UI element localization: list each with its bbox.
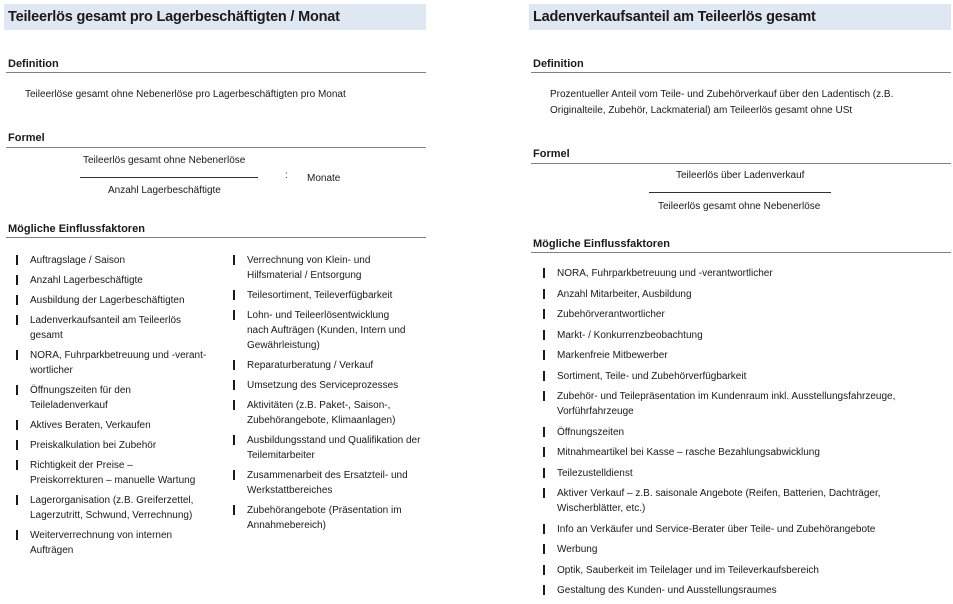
factor-item-line: Aufträgen xyxy=(30,545,74,556)
factor-item xyxy=(543,522,949,537)
factor-item-line: Markt- / Konkurrenzbeobachtung xyxy=(557,329,703,341)
factor-item-line: Teilemitarbeiter xyxy=(247,450,315,461)
right-definition-line: Originalteile, Zubehör, Lackmaterial) am Teileerlös gesamt ohne USt xyxy=(550,105,853,116)
factor-item-line: Zubehörangebote (Präsentation im xyxy=(247,505,402,516)
right-definition-line: Prozentueller Anteil vom Teile- und Zubehörverkauf über den Ladentisch (z.B. xyxy=(550,89,894,100)
factor-item-line: Zubehör- und Teilepräsentation im Kundenraum inkl. Ausstellungsfahrzeuge, xyxy=(557,391,896,402)
factor-item xyxy=(233,378,433,393)
factor-item-line: wortlicher xyxy=(30,365,73,376)
factor-item-line: Ladenverkaufsanteil am Teileerlös xyxy=(30,315,182,326)
factor-item-line: Zubehörangebote, Klimaanlagen) xyxy=(247,415,396,426)
factor-item-line: Gewährleistung) xyxy=(247,340,320,351)
factor-item xyxy=(543,563,949,578)
factor-item-line: Weiterverrechnung von internen xyxy=(30,530,173,541)
factor-item xyxy=(16,273,228,288)
right-formula-heading: Formel xyxy=(533,148,570,160)
factor-item-line: Annahmebereich) xyxy=(247,520,326,531)
left-formula-heading: Formel xyxy=(8,132,45,144)
factor-item-line: Werkstattbereiches xyxy=(247,485,333,496)
factor-item-line: Lagerorganisation (z.B. Greiferzettel, xyxy=(30,495,194,506)
factor-item xyxy=(16,438,228,453)
right-formula-rule xyxy=(531,163,951,164)
factor-item xyxy=(233,468,433,498)
factor-item xyxy=(233,398,433,428)
factor-item-line: Zubehörverantwortlicher xyxy=(557,309,665,320)
factor-item xyxy=(16,253,228,268)
left-formula-rule xyxy=(6,147,426,148)
factor-item xyxy=(543,445,949,460)
factor-item-line: Richtigkeit der Preise – xyxy=(30,460,133,471)
factor-item-line: Markenfreie Mitbewerber xyxy=(557,350,668,361)
factor-item xyxy=(16,458,228,488)
factor-item xyxy=(543,369,949,384)
factor-item-line: Info an Verkäufer und Service-Berater über Teile- und Zubehörangebote xyxy=(557,523,876,535)
factor-item-line: Wischerblätter, etc.) xyxy=(557,503,646,514)
factor-item-line: Lagerzutritt, Schwund, Verrechnung) xyxy=(30,510,193,521)
factor-item-line: Preiskorrekturen – manuelle Wartung xyxy=(30,475,196,486)
factor-item xyxy=(16,528,228,558)
factor-item xyxy=(543,389,949,419)
factor-item xyxy=(543,486,949,516)
factor-item-line: Lohn- und Teileerlösentwicklung xyxy=(247,310,390,321)
factor-item-line: Ausbildungsstand und Qualifikation der xyxy=(247,435,421,446)
left-definition-line: Teileerlöse gesamt ohne Nebenerlöse pro Lagerbeschäftigten pro Monat xyxy=(25,89,346,100)
factor-item xyxy=(16,418,228,433)
factor-item xyxy=(233,503,433,533)
factor-item xyxy=(543,307,949,322)
factor-item-line: Mitnahmeartikel bei Kasse – rasche Bezahlungsabwicklung xyxy=(557,447,820,458)
factor-item-line: Aktivitäten (z.B. Paket-, Saison-, xyxy=(247,400,391,411)
factor-item-line: Werbung xyxy=(557,544,598,555)
factor-item xyxy=(233,288,433,303)
factor-item-line: gesamt xyxy=(30,330,63,341)
left-formula-denominator: Anzahl Lagerbeschäftigte xyxy=(108,185,221,196)
factor-item xyxy=(543,542,949,557)
factor-item xyxy=(233,253,433,283)
factor-item xyxy=(16,348,228,378)
factor-item-line: Aktives Beraten, Verkaufen xyxy=(30,420,151,431)
factor-item-line: Aktiver Verkauf – z.B. saisonale Angebote (Reifen, Batterien, Dachträger, xyxy=(557,488,881,499)
factor-item-line: Zusammenarbeit des Ersatzteil- und xyxy=(247,470,408,481)
factor-item-line: Öffnungszeiten xyxy=(557,426,625,438)
factor-item-line: Sortiment, Teile- und Zubehörverfügbarkeit xyxy=(557,370,747,382)
factor-item xyxy=(543,328,949,343)
left-factors-rule xyxy=(6,237,426,238)
left-definition-heading: Definition xyxy=(8,58,59,70)
left-kpi-panel xyxy=(4,4,426,556)
factor-item-line: Optik, Sauberkeit im Teilelager und im Teileverkaufsbereich xyxy=(557,564,819,576)
right-definition-text xyxy=(550,87,893,119)
left-formula-operator: : xyxy=(285,170,288,181)
right-formula-numerator: Teileerlös über Ladenverkauf xyxy=(676,170,805,181)
factor-item xyxy=(543,425,949,440)
factor-item xyxy=(233,308,433,353)
factor-item xyxy=(543,583,949,598)
left-formula-numerator: Teileerlös gesamt ohne Nebenerlöse xyxy=(83,155,246,166)
factor-item-line: Hilfsmaterial / Entsorgung xyxy=(247,270,362,281)
factor-item-line: NORA, Fuhrparkbetreuung und -verant- xyxy=(30,350,207,361)
left-panel-title: Teileerlös gesamt pro Lagerbeschäftigten / Monat xyxy=(4,4,426,30)
factor-item xyxy=(233,358,433,373)
factor-item-line: Teileladenverkauf xyxy=(30,400,108,411)
factor-item-line: nach Aufträgen (Kunden, Intern und xyxy=(247,325,406,336)
left-factors-heading: Mögliche Einflussfaktoren xyxy=(8,223,145,235)
factor-item-line: Ausbildung der Lagerbeschäftigten xyxy=(30,295,185,306)
factor-item-line: Reparaturberatung / Verkauf xyxy=(247,360,374,371)
factor-item-line: Auftragslage / Saison xyxy=(30,255,126,266)
right-definition-rule xyxy=(531,72,951,73)
right-kpi-panel xyxy=(529,4,951,596)
left-fraction-line xyxy=(80,177,258,178)
right-factor-list xyxy=(543,266,949,604)
factor-item xyxy=(543,266,949,281)
left-definition-text xyxy=(25,87,346,103)
factor-item-line: Teilesortiment, Teileverfügbarkeit xyxy=(247,290,393,301)
factor-item-line: Umsetzung des Serviceprozesses xyxy=(247,380,399,391)
factor-item xyxy=(543,287,949,302)
right-fraction-line xyxy=(649,192,831,193)
factor-item xyxy=(16,383,228,413)
factor-item-line: Verrechnung von Klein- und xyxy=(247,255,371,266)
factor-item-line: Öffnungszeiten für den xyxy=(30,385,131,396)
factor-item-line: Preiskalkulation bei Zubehör xyxy=(30,440,157,451)
factor-item xyxy=(543,348,949,363)
factor-item-line: Anzahl Lagerbeschäftigte xyxy=(30,275,143,286)
left-definition-rule xyxy=(6,72,426,73)
right-factors-rule xyxy=(531,252,951,253)
left-factor-list-col1 xyxy=(16,253,228,563)
factor-item xyxy=(16,493,228,523)
factor-item xyxy=(233,433,433,463)
factor-item-line: Anzahl Mitarbeiter, Ausbildung xyxy=(557,288,692,300)
left-factor-list-col2 xyxy=(233,253,433,538)
factor-item-line: Vorführfahrzeuge xyxy=(557,406,634,417)
factor-item xyxy=(16,313,228,343)
factor-item-line: Gestaltung des Kunden- und Ausstellungsraumes xyxy=(557,585,777,596)
right-panel-title: Ladenverkaufsanteil am Teileerlös gesamt xyxy=(529,4,951,30)
right-definition-heading: Definition xyxy=(533,58,584,70)
factor-item-line: Teilezustelldienst xyxy=(557,467,633,479)
factor-item xyxy=(16,293,228,308)
right-formula-denominator: Teileerlös gesamt ohne Nebenerlöse xyxy=(658,201,821,212)
right-factors-heading: Mögliche Einflussfaktoren xyxy=(533,238,670,250)
left-formula-divisor: Monate xyxy=(307,173,341,184)
factor-item xyxy=(543,466,949,481)
factor-item-line: NORA, Fuhrparkbetreuung und -verantwortlicher xyxy=(557,268,773,279)
